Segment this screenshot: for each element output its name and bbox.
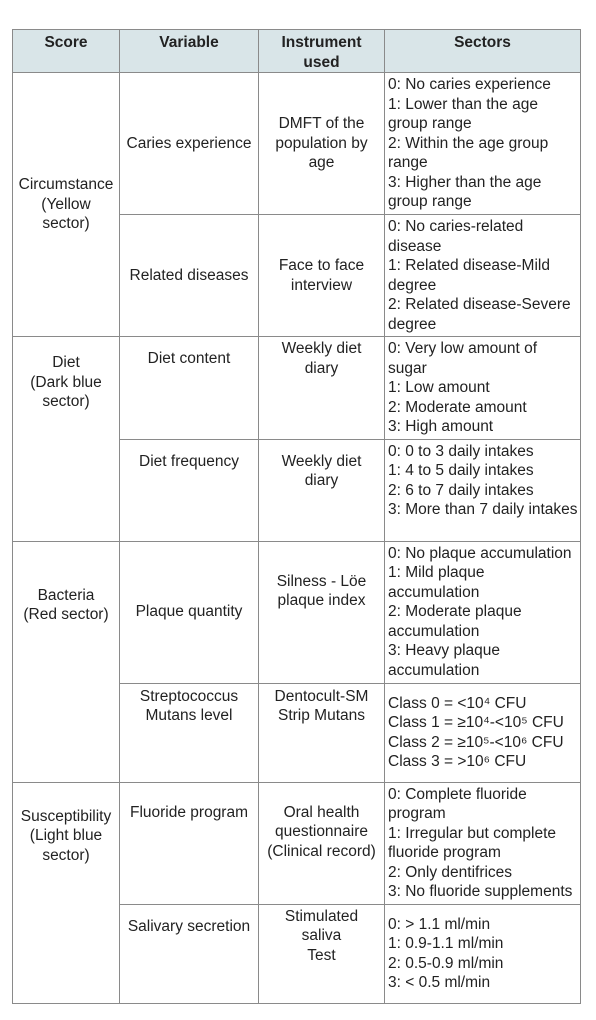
variable-cell [120, 73, 259, 215]
instrument-line: Weekly diet [281, 452, 362, 470]
variable-cell [120, 904, 259, 1003]
instrument-line: Stimulated [284, 907, 359, 925]
instrument-line: Weekly diet [281, 340, 362, 357]
table-row [13, 73, 581, 215]
instrument-line: diary [304, 359, 339, 377]
sector-item: 0: Very low amount of sugar [388, 340, 538, 377]
sectors-cell [385, 904, 581, 1003]
sector-item: 2: 0.5-0.9 ml/min [388, 954, 504, 972]
score-line: (Yellow [41, 195, 91, 213]
instrument-line: age [308, 154, 335, 172]
score-line: Susceptibility [20, 807, 112, 825]
instrument-line: (Clinical record) [267, 842, 376, 860]
instrument-line: Dentocult-SM [274, 687, 369, 705]
score-line: (Red sector) [23, 606, 109, 623]
sector-item: 1: 4 to 5 daily intakes [388, 462, 534, 479]
score-line: sector) [42, 846, 90, 864]
instrument-cell [259, 782, 385, 904]
score-line: sector) [42, 393, 90, 410]
sector-item: 3: Heavy plaque accumulation [388, 642, 501, 679]
sector-item: 2: Only dentifrices [388, 863, 513, 881]
sector-item: 0: No plaque accumulation [388, 544, 572, 562]
header-instrument: Instrument used [259, 30, 385, 73]
sector-item: 2: Moderate amount [388, 398, 527, 416]
score-line: Circumstance [18, 176, 114, 194]
instrument-line: Silness - Löe [276, 572, 367, 590]
table-row [13, 782, 581, 904]
score-cell-susceptibility [13, 782, 120, 1003]
variable-cell [120, 337, 259, 440]
sector-item: Class 0 = <10⁴ CFU [388, 694, 527, 712]
score-cell-diet [13, 337, 120, 542]
sector-item: 0: No caries experience [388, 76, 551, 93]
variable-cell [120, 782, 259, 904]
sector-item: Class 2 = ≥10⁵-<10⁶ CFU [388, 733, 564, 751]
sector-item: 2: 6 to 7 daily intakes [388, 481, 534, 499]
variable-line: Streptococcus [139, 687, 239, 705]
header-row [13, 30, 581, 73]
table-row [13, 337, 581, 440]
variable-line: Mutans level [145, 707, 233, 724]
sectors-cell [385, 73, 581, 215]
instrument-cell [259, 541, 385, 683]
sector-item: 3: High amount [388, 418, 494, 435]
score-line: sector) [42, 215, 90, 233]
header-sectors: Sectors [385, 30, 581, 73]
score-line: Bacteria [37, 586, 95, 604]
instrument-line: Face to face [278, 257, 365, 274]
sectors-cell [385, 215, 581, 337]
instrument-cell [259, 215, 385, 337]
sector-item: 2: Moderate plaque accumulation [388, 603, 522, 640]
instrument-line: saliva [301, 927, 342, 944]
instrument-cell [259, 439, 385, 541]
variable-cell [120, 541, 259, 683]
instrument-cell [259, 683, 385, 782]
instrument-line: questionnaire [274, 823, 369, 840]
instrument-line: diary [304, 472, 339, 489]
table-row [13, 541, 581, 683]
variable-line: Diet frequency [139, 452, 239, 470]
score-cell-bacteria [13, 541, 120, 782]
scoring-table [12, 29, 581, 1004]
sector-item: 1: 0.9-1.1 ml/min [388, 935, 504, 952]
sectors-cell [385, 683, 581, 782]
instrument-line: Oral health [283, 803, 360, 821]
sectors-cell [385, 337, 581, 440]
instrument-cell [259, 73, 385, 215]
instrument-line: Strip Mutans [277, 707, 365, 724]
instrument-line: Test [307, 946, 336, 964]
instrument-line: interview [290, 276, 353, 294]
sector-item: 3: Higher than the age group range [388, 173, 542, 210]
instrument-cell [259, 904, 385, 1003]
sectors-cell [385, 782, 581, 904]
instrument-line: DMFT of the [278, 115, 365, 133]
sector-item: 2: Related disease-Severe degree [388, 296, 571, 333]
sectors-cell [385, 439, 581, 541]
sector-item: Class 1 = ≥10⁴-<10⁵ CFU [388, 714, 564, 731]
variable-line: Diet content [147, 350, 231, 367]
sector-item: 1: Irregular but complete fluoride program [388, 824, 557, 861]
variable-line: Caries experience [126, 134, 252, 152]
score-cell-circumstance [13, 73, 120, 337]
sector-item: Class 3 = >10⁶ CFU [388, 753, 527, 770]
variable-line: Related diseases [129, 266, 249, 284]
sector-item: 0: Complete fluoride program [388, 785, 527, 822]
sectors-cell [385, 541, 581, 683]
variable-cell [120, 683, 259, 782]
sector-item: 1: Low amount [388, 379, 490, 396]
sector-item: 1: Mild plaque accumulation [388, 564, 485, 601]
sector-item: 3: More than 7 daily intakes [388, 501, 578, 518]
sector-item: 2: Within the age group range [388, 134, 549, 171]
score-line: (Dark blue [30, 373, 102, 391]
sector-item: 3: < 0.5 ml/min [388, 974, 491, 991]
variable-cell [120, 215, 259, 337]
sector-item: 1: Related disease-Mild degree [388, 257, 550, 294]
score-line: (Light blue [29, 827, 103, 844]
variable-line: Fluoride program [129, 803, 249, 821]
sector-item: 1: Lower than the age group range [388, 95, 538, 132]
instrument-line: population by [275, 134, 368, 152]
variable-line: Plaque quantity [135, 603, 243, 621]
header-score: Score [13, 30, 120, 73]
sector-item: 0: 0 to 3 daily intakes [388, 442, 534, 460]
instrument-cell [259, 337, 385, 440]
sector-item: 3: No fluoride supplements [388, 883, 573, 900]
score-line: Diet [52, 354, 80, 371]
sector-item: 0: No caries-related disease [388, 218, 524, 255]
header-variable: Variable [120, 30, 259, 73]
variable-cell [120, 439, 259, 541]
sector-item: 0: > 1.1 ml/min [388, 915, 491, 933]
instrument-line: plaque index [277, 592, 366, 609]
variable-line: Salivary secretion [127, 917, 251, 935]
